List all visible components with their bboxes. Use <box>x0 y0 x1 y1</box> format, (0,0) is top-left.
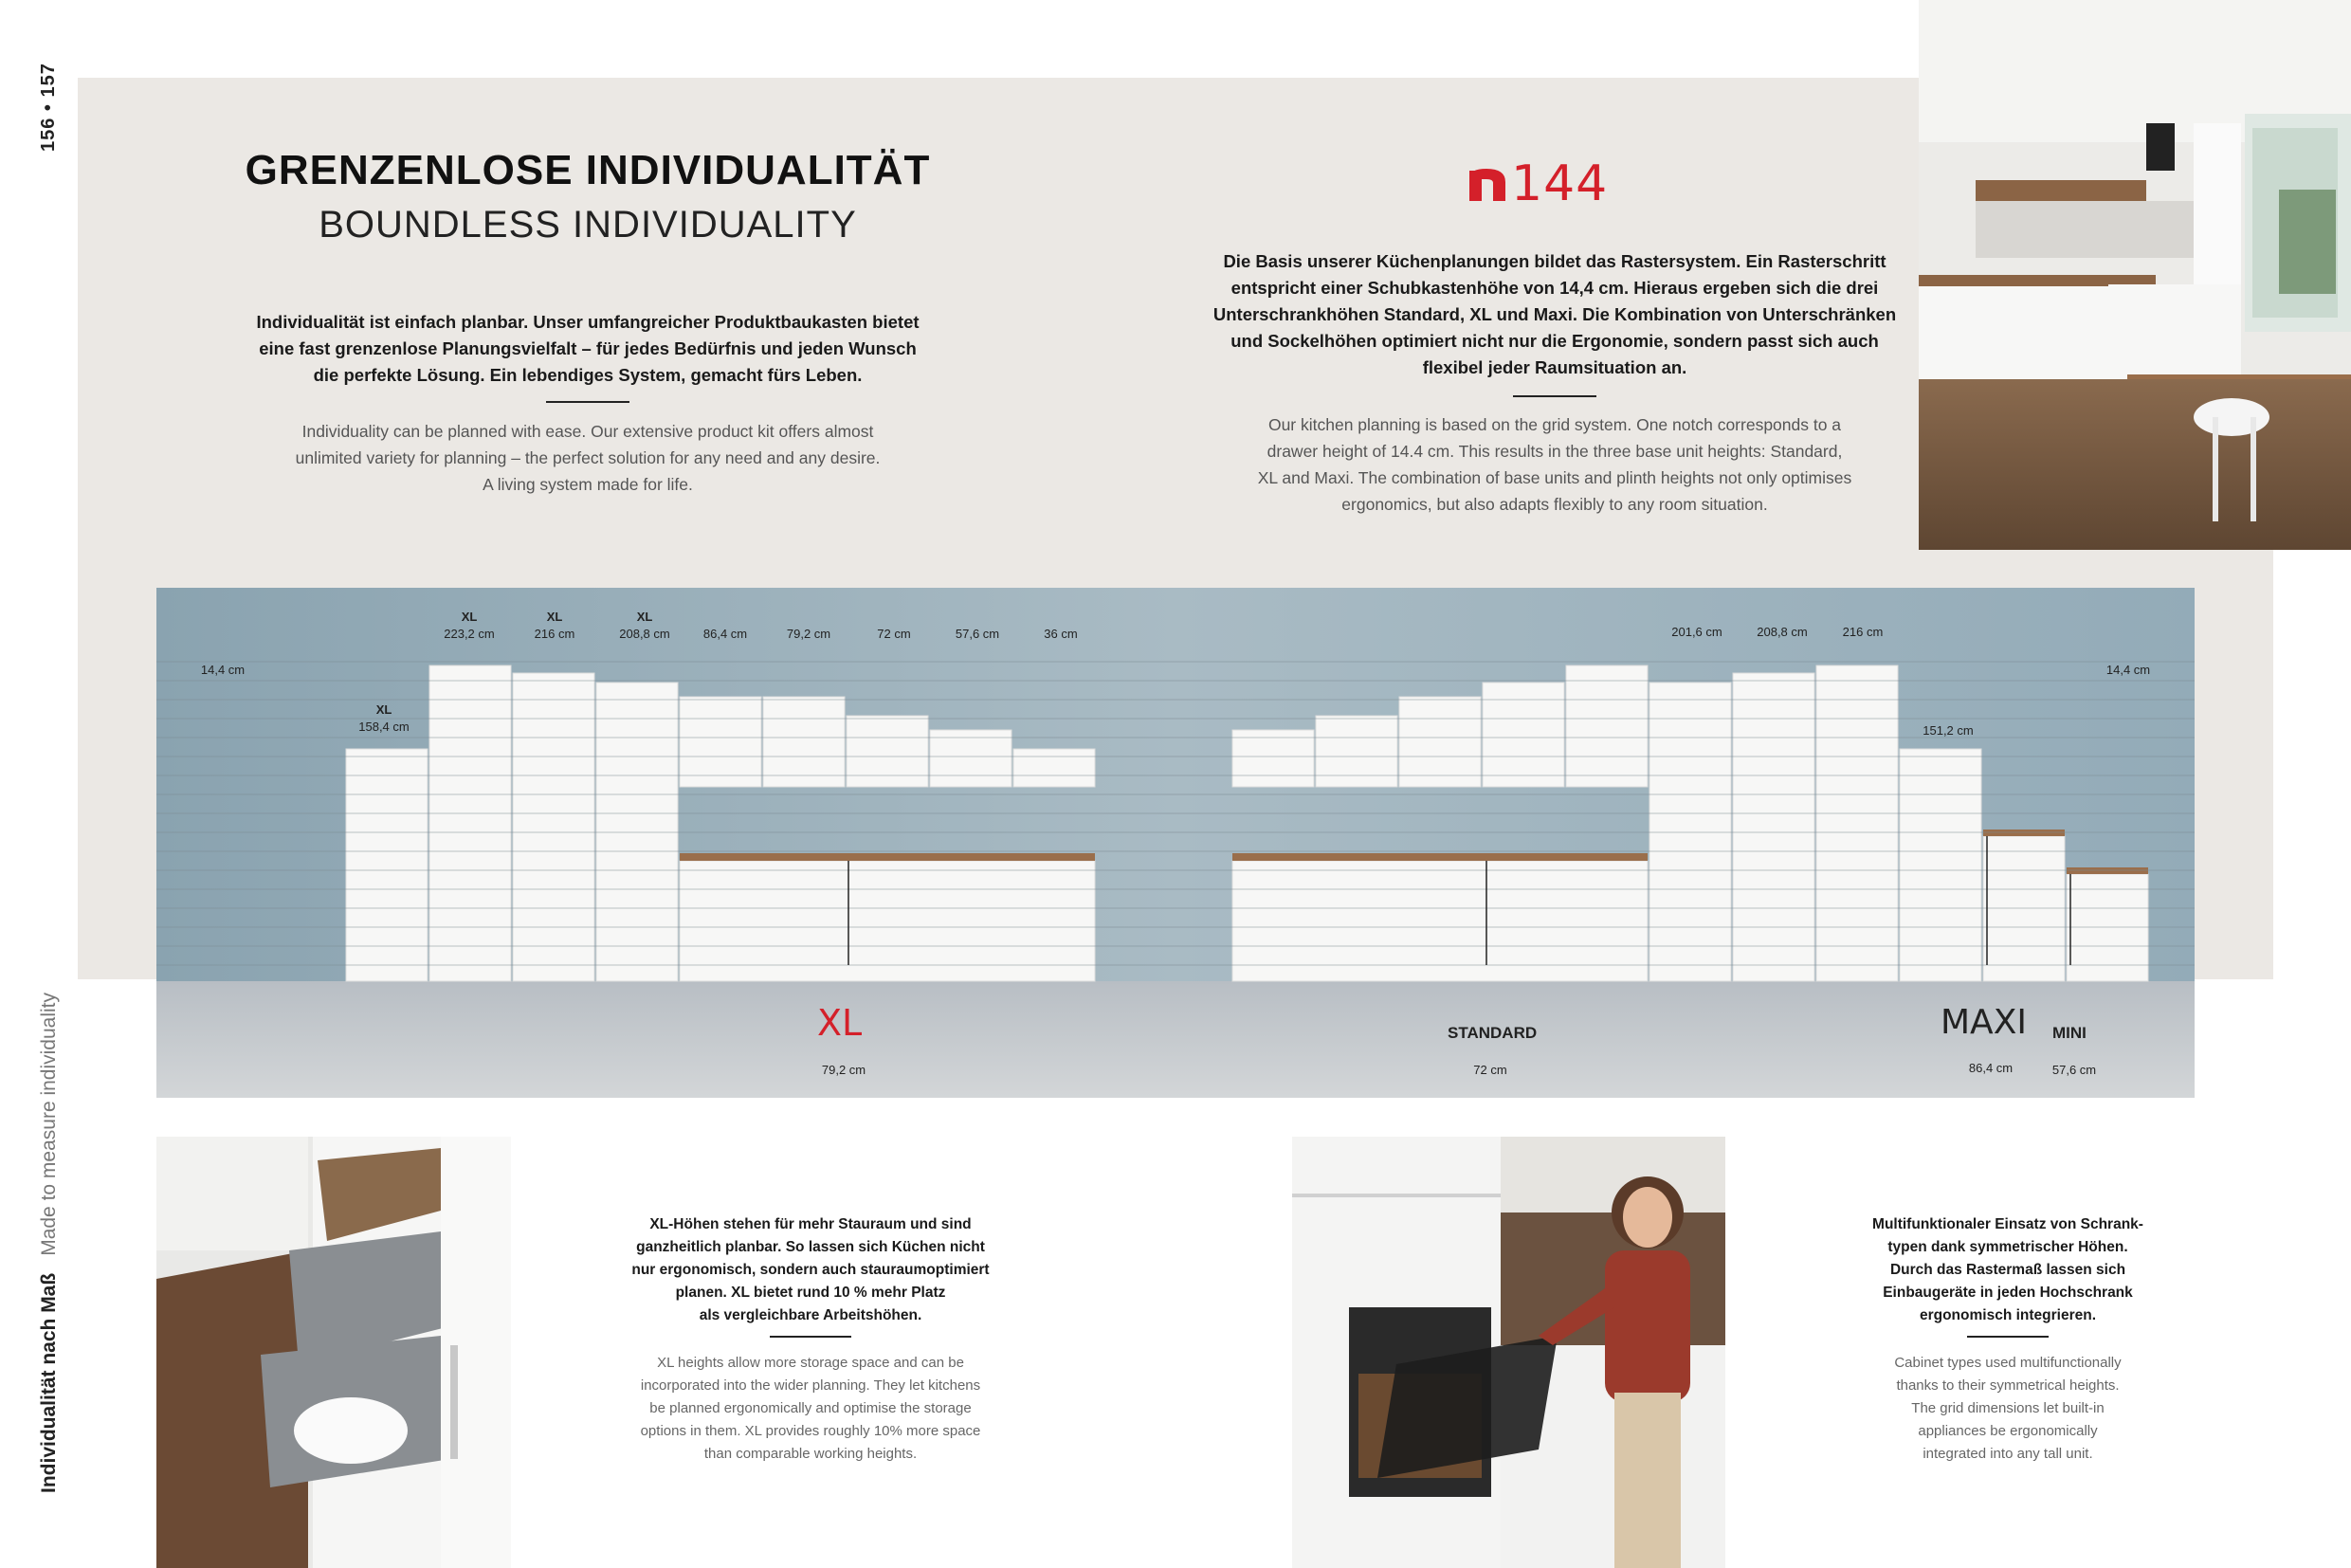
intro-de-line: die perfekte Lösung. Ein lebendiges System, gemacht fürs Leben. <box>313 365 863 385</box>
multi-en-line: Cabinet types used multifunctionally <box>1894 1355 2122 1371</box>
maxi-logo <box>1941 1001 2045 1039</box>
n144-de-block <box>1204 248 1905 381</box>
n144-logo-text: 144 <box>1511 155 1609 203</box>
intro-en-block <box>209 418 967 498</box>
n144-de-line: Unterschrankhöhen Standard, XL und Maxi. Die Kombination von Unterschränken <box>1212 304 1897 324</box>
xl-en-block <box>621 1352 1000 1466</box>
xl-en-line: options in them. XL provides roughly 10% more space <box>640 1423 981 1439</box>
mini-label: MINI <box>2052 1024 2087 1042</box>
grid-step-label-right: 14,4 cm <box>2105 663 2151 677</box>
multi-en-block <box>1818 1352 2197 1466</box>
grid-step-label-left: 14,4 cm <box>200 663 246 677</box>
xl-en-line: incorporated into the wider planning. They let kitchens <box>640 1377 981 1394</box>
dim-label: 36 cm <box>1044 627 1078 641</box>
divider <box>1967 1336 2049 1338</box>
dim-label: 57,6 cm <box>955 627 1000 641</box>
xl-de-line: als vergleichbare Arbeitshöhen. <box>699 1307 922 1323</box>
intro-de-block <box>209 309 967 389</box>
standard-label: STANDARD <box>1448 1024 1538 1042</box>
planning-diagram <box>156 588 2195 1098</box>
multi-de-line: Einbaugeräte in jeden Hochschrank <box>1883 1285 2133 1301</box>
xl-de-block <box>621 1213 1000 1327</box>
xl-en-line: than comparable working heights. <box>703 1446 918 1462</box>
heading-de: GRENZENLOSE INDIVIDUALITÄT <box>245 147 931 193</box>
xl-logo <box>815 1003 876 1041</box>
xl-de-line: planen. XL bietet rund 10 % mehr Platz <box>675 1285 946 1301</box>
xl-en-line: be planned ergonomically and optimise the storage <box>649 1400 972 1416</box>
maxi-height: 86,4 cm <box>1968 1061 2014 1075</box>
n144-de-line: entspricht einer Schubkastenhöhe von 14,4 cm. Hieraus ergeben sich die drei <box>1230 278 1879 298</box>
side-title-de: Individualität nach Maß <box>38 1272 60 1493</box>
multi-de-block <box>1818 1213 2197 1327</box>
n144-de-line: flexibel jeder Raumsituation an. <box>1422 357 1687 377</box>
dim-label: 79,2 cm <box>786 627 831 641</box>
divider <box>1513 395 1596 397</box>
page-numbers: 156 • 157 <box>38 63 59 152</box>
intro-en-line: Individuality can be planned with ease. Our extensive product kit offers almost <box>301 422 874 441</box>
maxi-logo-text: MAXI <box>1941 1003 2027 1039</box>
n144-en-line: XL and Maxi. The combination of base units and plinth heights not only optimises <box>1257 468 1852 487</box>
dim-label: 208,8 cm <box>1757 625 1808 639</box>
dim-label: XL 216 cm <box>534 610 575 641</box>
dim-label: 72 cm <box>877 627 911 641</box>
dim-label: XL 208,8 cm <box>619 610 670 641</box>
kitchen-hero-photo <box>1919 0 2351 550</box>
intro-en-line: A living system made for life. <box>483 475 693 494</box>
multi-de-line: Durch das Rastermaß lassen sich <box>1889 1262 2126 1278</box>
n144-en-line: ergonomics, but also adapts flexibly to any room situation. <box>1341 495 1768 514</box>
xl-logo-text: XL <box>817 1003 863 1041</box>
xl-de-line: XL-Höhen stehen für mehr Stauraum und sind <box>649 1216 972 1232</box>
xl-height: 79,2 cm <box>821 1063 866 1077</box>
dim-label: 151,2 cm <box>1923 723 1974 738</box>
multi-en-line: thanks to their symmetrical heights. <box>1896 1377 2120 1394</box>
dim-label: 216 cm <box>1842 625 1884 639</box>
intro-de-line: Individualität ist einfach planbar. Unser umfangreicher Produktbaukasten bietet <box>256 312 920 332</box>
multi-de-line: typen dank symmetrischer Höhen. <box>1887 1239 2128 1255</box>
multi-en-line: appliances be ergonomically <box>1918 1423 2098 1439</box>
standard-height: 72 cm <box>1473 1063 1507 1077</box>
xl-de-line: ganzheitlich planbar. So lassen sich Küchen nicht <box>636 1239 985 1255</box>
n144-de-line: Die Basis unserer Küchenplanungen bildet das Rastersystem. Ein Rasterschritt <box>1223 251 1886 271</box>
heading-en: BOUNDLESS INDIVIDUALITY <box>319 204 857 246</box>
dim-label: 86,4 cm <box>702 627 748 641</box>
dim-label: XL 223,2 cm <box>444 610 495 641</box>
n144-logo <box>1467 154 1638 203</box>
drawer-photo <box>156 1137 511 1568</box>
intro-en-line: unlimited variety for planning – the perfect solution for any need and any desire. <box>295 448 881 467</box>
xl-en-line: XL heights allow more storage space and can be <box>657 1355 964 1371</box>
multi-en-line: The grid dimensions let built-in <box>1911 1400 2105 1416</box>
n144-de-line: und Sockelhöhen optimiert nicht nur die Ergonomie, sondern passt sich auch <box>1230 331 1879 351</box>
mini-height: 57,6 cm <box>2051 1063 2097 1077</box>
xl-de-line: nur ergonomisch, sondern auch stauraumoptimiert <box>631 1262 990 1278</box>
multi-en-line: integrated into any tall unit. <box>1923 1446 2093 1462</box>
divider <box>546 401 629 403</box>
n144-en-line: Our kitchen planning is based on the grid system. One notch corresponds to a <box>1267 415 1842 434</box>
n144-en-line: drawer height of 14.4 cm. This results in the three base unit heights: Standard, <box>1267 442 1843 461</box>
side-title-en: Made to measure individuality <box>38 992 60 1256</box>
multi-de-line: Multifunktionaler Einsatz von Schrank- <box>1872 1216 2143 1232</box>
dim-label: XL 158,4 cm <box>358 702 410 734</box>
side-title <box>38 993 61 1493</box>
divider <box>770 1336 851 1338</box>
n144-en-block <box>1204 411 1905 518</box>
dim-label: 201,6 cm <box>1671 625 1722 639</box>
multi-de-line: ergonomisch integrieren. <box>1919 1307 2097 1323</box>
intro-de-line: eine fast grenzenlose Planungsvielfalt – für jedes Bedürfnis und jeden Wunsch <box>259 338 917 358</box>
oven-photo <box>1292 1137 1725 1568</box>
